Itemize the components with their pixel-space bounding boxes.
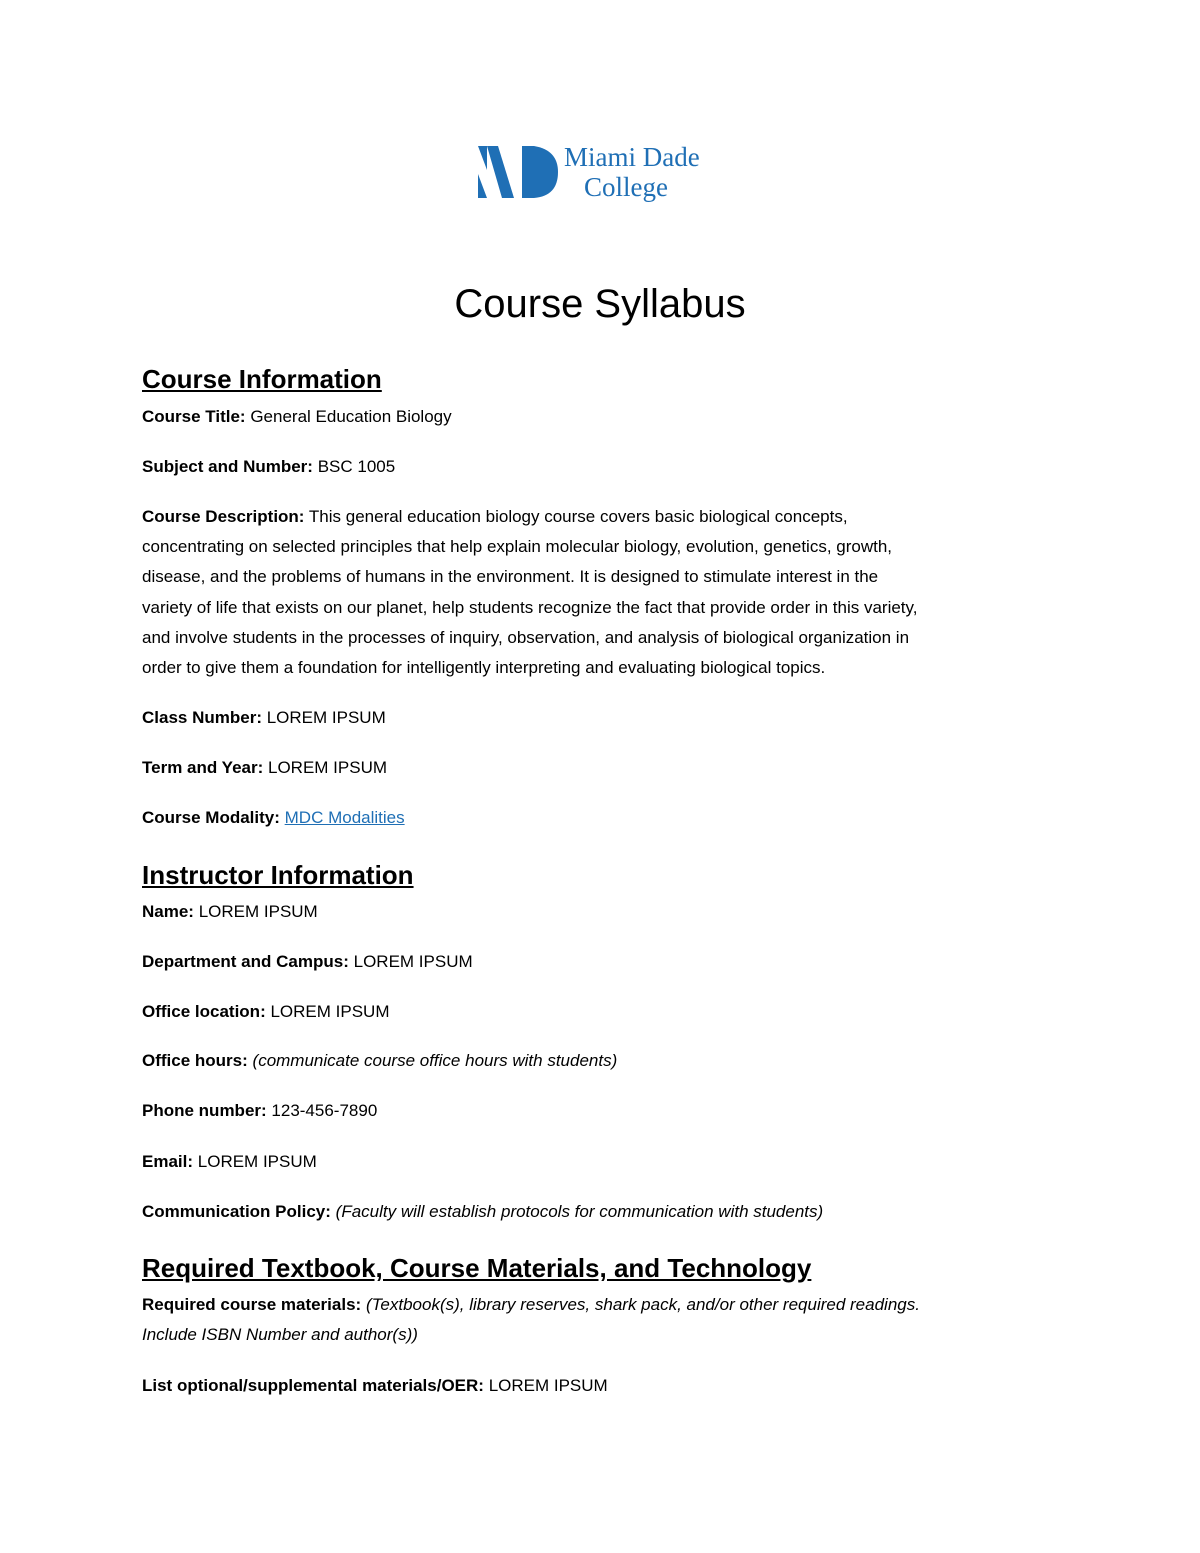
materials-heading: Required Textbook, Course Materials, and Technology: [142, 1253, 812, 1283]
policy-row: [142, 1197, 1062, 1227]
phone-label: Phone number:: [142, 1101, 267, 1120]
description-block: [142, 502, 1062, 683]
class-number-value: LOREM IPSUM: [266, 708, 386, 727]
optional-label: List optional/supplemental materials/OER:: [142, 1376, 484, 1395]
required-line-2: Include ISBN Number and author(s)): [142, 1325, 418, 1345]
modality-link[interactable]: MDC Modalities: [284, 808, 405, 827]
name-value: LOREM IPSUM: [198, 902, 318, 921]
required-line-1: [142, 1290, 1062, 1320]
phone-value: 123-456-7890: [271, 1101, 378, 1120]
required-materials-block: [142, 1290, 1062, 1350]
email-value: LOREM IPSUM: [197, 1152, 317, 1171]
term-row: [142, 753, 1062, 783]
description-line-6: order to give them a foundation for intelligently interpreting and evaluating biological topics.: [142, 658, 826, 678]
email-row: [142, 1147, 1062, 1177]
email-label: Email:: [142, 1152, 194, 1171]
logo-line1: Miami Dade: [564, 142, 700, 172]
optional-row: [142, 1371, 1062, 1401]
office-value: LOREM IPSUM: [270, 1002, 390, 1021]
page-title: Course Syllabus: [454, 282, 746, 326]
description-line-5: and involve students in the processes of inquiry, observation, and analysis of biological organization in: [142, 627, 910, 647]
logo-line2: College: [584, 172, 668, 202]
subject-value: BSC 1005: [317, 457, 396, 476]
class-number-row: [142, 703, 1062, 733]
description-line-3: disease, and the problems of humans in the environment. It is designed to stimulate interest in the: [142, 567, 879, 587]
description-text-1: This general education biology course covers basic biological concepts,: [308, 507, 848, 526]
policy-value: (Faculty will establish protocols for communication with students): [335, 1202, 824, 1221]
dept-label: Department and Campus:: [142, 952, 349, 971]
modality-label: Course Modality:: [142, 808, 280, 827]
course-title-label: Course Title:: [142, 407, 246, 426]
required-text-1: (Textbook(s), library reserves, shark pack, and/or other required readings.: [365, 1295, 920, 1314]
description-line-4: variety of life that exists on our planet, help students recognize the fact that provide order in this variety,: [142, 597, 918, 617]
class-number-label: Class Number:: [142, 708, 262, 727]
college-logo: [478, 142, 728, 208]
dept-row: [142, 947, 1062, 977]
hours-value: (communicate course office hours with students): [252, 1051, 618, 1070]
term-value: LOREM IPSUM: [268, 758, 388, 777]
required-label: Required course materials:: [142, 1295, 362, 1314]
name-label: Name:: [142, 902, 194, 921]
phone-row: [142, 1096, 1062, 1126]
subject-label: Subject and Number:: [142, 457, 313, 476]
office-row: [142, 997, 1062, 1027]
course-info-heading: Course Information: [142, 364, 382, 394]
name-row: [142, 897, 1062, 927]
hours-row: [142, 1046, 1062, 1076]
college-name: [564, 142, 700, 202]
optional-value: LOREM IPSUM: [488, 1376, 608, 1395]
subject-row: [142, 452, 1062, 482]
description-line-2: concentrating on selected principles that help explain molecular biology, evolution, genetics, growth,: [142, 537, 893, 557]
instructor-info-heading: Instructor Information: [142, 860, 414, 890]
term-label: Term and Year:: [142, 758, 264, 777]
md-logo-mark-icon: [478, 146, 558, 202]
office-label: Office location:: [142, 1002, 266, 1021]
description-line-1: [142, 502, 1062, 532]
modality-row: [142, 803, 1062, 833]
course-title-value: General Education Biology: [250, 407, 452, 426]
course-title-row: [142, 402, 1062, 432]
description-label: Course Description:: [142, 507, 305, 526]
dept-value: LOREM IPSUM: [353, 952, 473, 971]
policy-label: Communication Policy:: [142, 1202, 331, 1221]
hours-label: Office hours:: [142, 1051, 248, 1070]
